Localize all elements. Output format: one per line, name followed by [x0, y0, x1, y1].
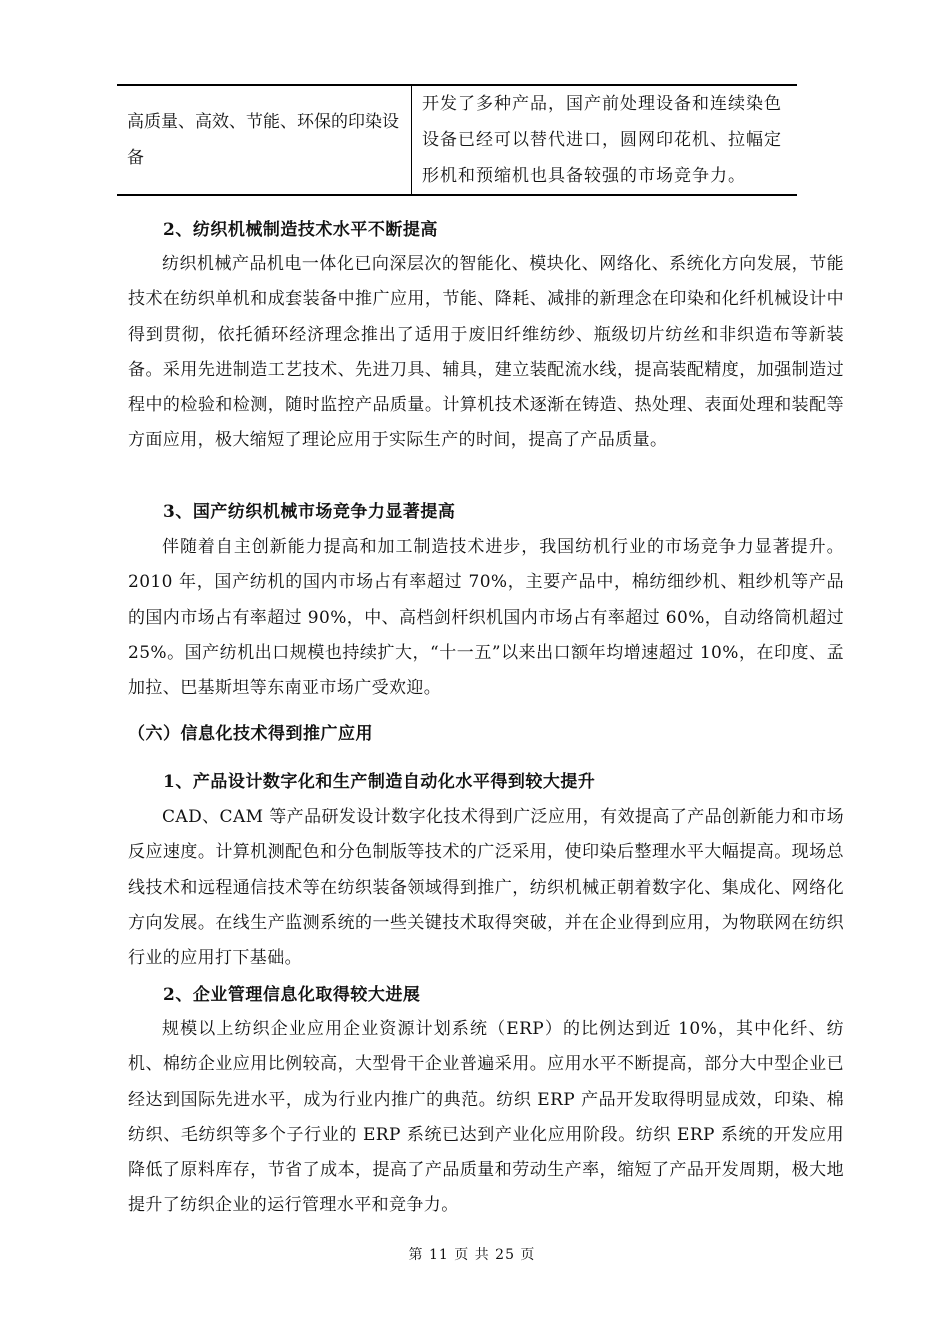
equipment-table	[117, 84, 797, 196]
table-cell-description: 开发了多种产品，国产前处理设备和连续染色设备已经可以替代进口，圆网印花机、拉幅定形机和预缩机也具备较强的市场竞争力。	[412, 85, 798, 195]
page-footer: 第 11 页 共 25 页	[408, 1247, 536, 1263]
table-cell-category: 高质量、高效、节能、环保的印染设备	[127, 112, 399, 168]
section-heading-2: 2、纺织机械制造技术水平不断提高	[163, 220, 438, 240]
section-heading-6-1: 1、产品设计数字化和生产制造自动化水平得到较大提升	[163, 772, 596, 792]
part-heading-6: （六）信息化技术得到推广应用	[128, 724, 373, 744]
section-body-6-2: 规模以上纺织企业应用企业资源计划系统（ERP）的比例达到近 10%，其中化纤、纺机、棉纺企业应用比例较高，大型骨干企业普遍采用。应用水平不断提高，部分大中型企业已经达到国际先进水平，成为行业内推广的典范。纺织 ERP 产品开发取得明显成效，印染、棉纺织、毛纺织等多个子行业的 ERP 系统已达到产业化应用阶段。纺织 ERP 系统的开发应用降低了原料库存，节省了成本，提高了产品质量和劳动生产率，缩短了产品开发周期，极大地提升了纺织企业的运行管理水平和竞争力。	[128, 1019, 844, 1216]
section-body-2: 纺织机械产品机电一体化已向深层次的智能化、模块化、网络化、系统化方向发展，节能技术在纺织单机和成套装备中推广应用，节能、降耗、减排的新理念在印染和化纤机械设计中得到贯彻，依托循环经济理念推出了适用于废旧纤维纺纱、瓶级切片纺丝和非织造布等新装备。采用先进制造工艺技术、先进刀具、辅具，建立装配流水线，提高装配精度，加强制造过程中的检验和检测，随时监控产品质量。计算机技术逐渐在铸造、热处理、表面处理和装配等方面应用，极大缩短了理论应用于实际生产的时间，提高了产品质量。	[128, 254, 844, 451]
table-row	[117, 85, 797, 195]
section-body-3: 伴随着自主创新能力提高和加工制造技术进步，我国纺机行业的市场竞争力显著提升。2010 年，国产纺机的国内市场占有率超过 70%，主要产品中，棉纺细纱机、粗纱机等产品的国内市场占有率超过 90%，中、高档剑杆织机国内市场占有率超过 60%，自动络筒机超过 25%。国产纺机出口规模也持续扩大，“十一五”以来出口额年均增速超过 10%，在印度、孟加拉、巴基斯坦等东南亚市场广受欢迎。	[128, 537, 844, 699]
section-heading-3: 3、国产纺织机械市场竞争力显著提高	[163, 502, 456, 522]
section-body-6-1: CAD、CAM 等产品研发设计数字化技术得到广泛应用，有效提高了产品创新能力和市场反应速度。计算机测配色和分色制版等技术的广泛采用，使印染后整理水平大幅提高。现场总线技术和远程通信技术等在纺织装备领域得到推广，纺织机械正朝着数字化、集成化、网络化方向发展。在线生产监测系统的一些关键技术取得突破，并在企业得到应用，为物联网在纺织行业的应用打下基础。	[128, 807, 844, 969]
section-heading-6-2: 2、企业管理信息化取得较大进展	[163, 985, 421, 1005]
